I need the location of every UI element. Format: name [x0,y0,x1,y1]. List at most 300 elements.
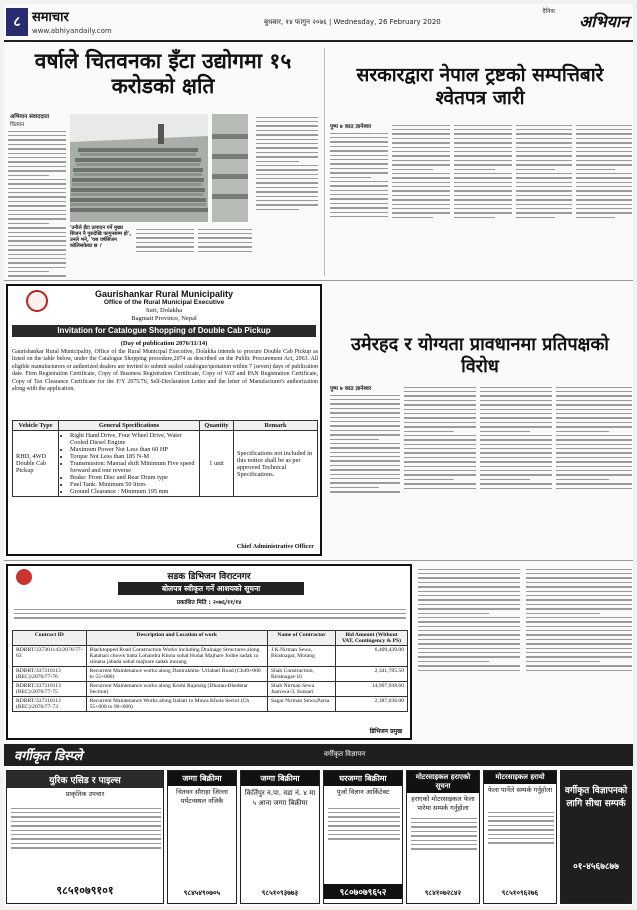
ad-body: चितवन सौराहा जिल्ला पर्यटनस्थल नजिकै [176,788,228,805]
text-line [411,831,477,832]
text-line [8,166,66,167]
text-line [404,435,476,436]
text-line [480,404,552,405]
text-line [480,422,552,423]
text-line [480,461,552,462]
ad-phone: ०१-४५६७८७७ [573,862,619,872]
text-line [480,413,552,414]
text-line [418,656,520,657]
text-line [418,577,520,578]
text-line [454,164,512,165]
text-line [404,413,476,414]
text-line [330,185,388,186]
text-line [256,143,318,144]
text-line [404,400,476,401]
text-line [526,626,632,627]
road-division-notice [6,564,412,740]
text-line [8,196,66,197]
text-line [516,182,572,183]
notice-intro [14,606,406,628]
spec-list [59,431,200,497]
text-line [8,135,66,136]
text-line [198,251,252,252]
text-line [8,179,66,180]
contract-id: RDBRT/337301143/2076/77-63 [13,646,87,667]
text-line [418,599,520,600]
text-line [8,245,66,246]
text-line [11,812,161,813]
tender-banner: Invitation for Catalogue Shopping of Double Cab Pickup [12,325,316,337]
text-line [14,617,406,618]
text-line [404,488,476,489]
text-line [198,233,252,234]
text-line [256,117,318,118]
text-line [404,444,476,445]
table-header: Name of Contractor [268,631,336,646]
text-line [136,242,194,243]
text-line [328,821,400,822]
text-line [454,129,512,130]
text-line [480,474,552,475]
text-line [418,591,520,592]
text-line [11,834,161,835]
text-line [8,201,66,202]
text-line [330,203,388,204]
text-line [576,129,632,130]
text-line [576,173,632,174]
right-story-col1 [418,566,520,740]
text-line [328,812,400,813]
text-line [454,182,512,183]
text-line [392,204,450,205]
text-line [136,251,194,252]
story3-byline: पुष्प ७ काठ ज्ञानेश्वर [330,386,372,392]
text-line [404,448,476,449]
text-line [8,240,66,241]
text-line [454,160,512,161]
text-line [330,137,388,138]
text-line [404,470,476,471]
text-line [418,634,520,635]
text-line [576,195,632,196]
brick-kiln-image [70,114,208,222]
text-line [330,177,371,178]
text-line [418,643,520,644]
text-line [556,387,632,388]
text-line [256,191,318,192]
text-line [392,164,450,165]
text-line [392,186,450,187]
text-line [330,133,388,134]
text-line [8,236,66,237]
spec-item: • Ground Clearance : Minimum 195 mm [70,488,196,495]
section-rule [4,560,633,561]
text-line [404,431,454,432]
org-address-2: Bagmati Province, Nepal [131,315,197,322]
text-line [576,212,632,213]
publication-date: (Day of publication 2076/11/14) [120,340,208,347]
story1-col4 [256,114,318,270]
brick-kiln-photo [70,114,208,222]
text-line [556,448,632,449]
table-header: Bid Amount (Without VAT, Contingency & PS) [336,631,408,646]
text-line [576,160,632,161]
text-line [556,488,632,489]
section-rule [4,280,633,281]
work-description: Recurrent Maintenance Works along Itahari to Mawa Khola Sector (Ch 55+000 to 90+000) [86,697,267,712]
text-line [526,639,632,640]
text-line [516,199,572,200]
text-line [516,147,572,148]
spec-item: • Brake: Front Disc and Rear Drum type [70,474,196,481]
text-line [11,825,161,826]
text-line [516,186,572,187]
contractor-name: Shah Nirman Sewa Jaarowa-3, Sunsari [268,682,336,697]
text-line [480,417,552,418]
text-line [576,147,632,148]
ad-phone: ९८५१०९३७७३ [261,889,299,897]
text-line [8,205,66,206]
ad-phone: ९८०७०७९६५२ [324,884,402,899]
text-line [526,586,632,587]
text-line [418,626,520,627]
text-line [488,838,554,839]
text-line [330,421,400,422]
text-line [418,569,520,570]
spec-item: • Fuel Tank: Minimum 50 litres [70,481,196,488]
classified-ad [483,770,557,904]
notice-title: सडक डिभिजन विराटनगर [167,572,251,582]
text-line [556,439,632,440]
text-line [576,133,632,134]
text-line [392,177,450,178]
text-line [454,147,512,148]
text-line [516,125,572,126]
text-line [136,233,194,234]
text-line [8,188,66,189]
text-line [8,153,66,154]
text-line [480,395,552,396]
text-line [330,447,400,448]
text-line [576,204,632,205]
text-line [330,491,400,492]
contractor-name: Sagar Nirman Sewa,Parsa [268,697,336,712]
story2-col4 [516,122,572,276]
text-line [330,207,388,208]
text-line [488,820,554,821]
ad-body: पुर्जा विज्ञान आर्किटेक्ट [336,788,390,796]
story2-col3 [454,122,512,276]
ad-text [411,815,477,875]
text-line [8,232,66,233]
newspaper-logo: अभियान [579,12,629,31]
text-line [526,661,600,662]
text-line [516,173,572,174]
ad-title: मोटरसाइकल हरायो [484,771,556,784]
text-line [526,608,632,609]
text-line [330,474,400,475]
text-line [404,404,476,405]
table-header: General Specifications [59,421,200,431]
text-line [556,426,632,427]
text-line [330,487,379,488]
story2-byline: पुष्प ७ काठ ज्ञानेश्वर [330,124,372,130]
text-line [330,181,388,182]
story3-col1 [330,392,400,556]
org-address-1: Suri, Dolakha [145,307,183,314]
text-line [256,204,318,205]
text-line [330,194,388,195]
text-line [556,452,632,453]
text-line [526,613,600,614]
text-line [256,169,318,170]
ad-title: जग्गा बिक्रीमा [168,771,236,786]
text-line [454,169,495,170]
text-line [556,461,632,462]
logo-tagline: दैनिक [542,8,555,15]
text-line [136,229,194,230]
text-line [454,195,512,196]
text-line [256,200,318,201]
text-line [556,404,632,405]
text-line [8,223,49,224]
notice-date: प्रकाशित मिति : २०७६/११/१४ [176,600,242,606]
text-line [8,254,66,255]
text-line [576,199,632,200]
text-line [556,417,632,418]
work-description: Blacktopped Road Construction Works including Drainage Structures along Katahari chowk batta Lohandra Khola sohal Hudai Majhare Jodne sadak ra simana jabada sohal majhare sadak morang [86,646,267,667]
text-line [454,133,512,134]
story2-headline: सरकारद्वारा नेपाल ट्रष्टको सम्पत्तिबारे श्वेतपत्र जारी [356,64,604,109]
text-line [480,439,552,440]
text-line [516,190,572,191]
ad-phone: ९८४५४९०७०५ [183,889,221,897]
ad-title: युरिक एसिड र पाइल्स [7,771,163,788]
story3-col4 [556,384,632,556]
text-line [556,422,632,423]
text-line [454,217,495,218]
story1-place: चितवन [10,122,25,128]
text-line [488,842,554,843]
text-line [392,217,433,218]
ad-body: किर्तिपुर न.पा. वडा नं. ४ मा ५ आना जग्गा बिक्रीमा [244,789,316,807]
quantity-cell: 1 unit [200,431,234,497]
text-line [392,125,450,126]
text-line [480,391,552,392]
notice-signature: डिभिजन प्रमुख [369,728,402,735]
text-line [392,133,450,134]
text-line [411,840,477,841]
text-line [328,808,400,809]
text-line [8,161,66,162]
ad-body: प्राकृतिक उपचार [65,790,105,798]
text-line [418,621,520,622]
text-line [330,434,400,435]
text-line [411,826,477,827]
text-line [480,400,552,401]
text-line [526,569,632,570]
story2-col2 [392,122,450,276]
text-line [330,399,400,400]
story1-col2 [136,226,194,270]
remark-cell: Specifications not included in this notice shall be as per approved Technical Specifications. [234,431,318,497]
text-line [8,262,66,263]
classified-ad [323,770,403,904]
text-line [8,258,66,259]
contract-id: RDBRT/337310113 (REC)/2076/77-75 [13,682,87,697]
org-title: Gaurishankar Rural Municipality [94,289,234,299]
text-line [330,412,400,413]
text-line [576,142,632,143]
text-line [454,199,512,200]
text-line [418,617,520,618]
text-line [404,474,476,475]
text-line [454,177,512,178]
story2-col5 [576,122,632,276]
text-line [404,439,476,440]
classified-ad [6,770,164,904]
text-line [8,148,66,149]
text-line [14,609,406,610]
bid-amount: 6,409,439.00 [336,646,408,667]
bid-amount: 2,387,636.00 [336,697,408,712]
text-line [418,595,520,596]
text-line [11,808,161,809]
text-line [256,152,318,153]
text-line [576,138,632,139]
table-header: Vehicle Type [13,421,59,431]
text-line [480,426,552,427]
text-line [556,474,632,475]
text-line [256,178,318,179]
text-line [8,175,49,176]
ad-title: घरजग्गा बिक्रीमा [324,771,402,786]
text-line [488,812,554,813]
text-line [8,275,66,276]
text-line [516,155,572,156]
text-line [516,129,572,130]
text-line [488,829,554,830]
text-line [480,387,552,388]
text-line [11,821,161,822]
text-line [392,160,450,161]
text-line [576,208,632,209]
signature-line: Chief Administrative Officer [236,543,314,550]
story3-col2 [404,384,476,556]
text-line [11,816,161,817]
text-line [556,431,609,432]
text-line [328,838,400,839]
text-line [8,170,66,171]
text-line [576,217,615,218]
ad-body: फेला पार्नेले सम्पर्क गर्नुहोला [487,786,553,794]
ad-phone: ९८४१०७२८४२ [424,889,462,897]
ad-body: हराएको मोटरसाइकल फेला पारेमा सम्पर्क गर्नुहोला [411,795,475,812]
contractor-name: J.K.Nirman Sewa, Biratnagar, Morang [268,646,336,667]
text-line [526,652,632,653]
spec-item: • Right Hand Drive, Four Wheel Drive, Water Cooled Diesel Engine [70,432,196,446]
classified-bar-title: वर्गीकृत डिस्प्ले [14,749,83,764]
text-line [576,155,632,156]
text-line [516,177,572,178]
text-line [418,652,520,653]
text-line [526,630,632,631]
text-line [392,151,450,152]
date-line: बुधबार, १४ फागुन २०७६ | Wednesday, 26 February 2020 [264,18,441,26]
ad-text [328,805,400,865]
classified-contact-ad [560,770,632,904]
work-description: Recurrent Maintenance works along Koshi Rajmarg (Dharan-Bhedetar Section) [86,682,267,697]
text-line [404,483,476,484]
text-line [330,146,388,147]
text-line [8,144,66,145]
text-line [454,173,512,174]
text-line [328,825,400,826]
text-line [576,186,632,187]
text-line [418,665,520,666]
ad-text [488,809,554,869]
text-line [330,465,400,466]
text-line [8,210,66,211]
text-line [404,391,476,392]
text-line [526,573,632,574]
bid-amount: 14,907,938.60 [336,682,408,697]
work-description: Recurrent Maintenance works along Damrakhita- Urlabari Road (Ch40+000 to 55+000) [86,667,267,682]
text-line [198,242,252,243]
text-line [256,196,318,197]
text-line [330,430,400,431]
text-line [418,613,489,614]
text-line [488,825,554,826]
text-line [556,479,609,480]
text-line [14,613,406,614]
text-line [8,183,66,184]
text-line [516,212,572,213]
text-line [516,208,572,209]
text-line [11,838,161,839]
text-line [256,165,318,166]
table-header: Description and Location of work [86,631,267,646]
table-header: Contract ID [13,631,87,646]
text-line [8,214,66,215]
text-line [418,573,520,574]
text-line [330,190,388,191]
column-rule [324,48,325,276]
text-line [480,444,552,445]
text-line [516,195,572,196]
photo-caption: 'उनीले इँटा उत्पादन गर्ने मुख्य सिजन नै पुसदेखि फागुनसम्म हो', उनले भने, 'यस वर्षसिजन कोलिसकेका छ ।' [70,225,132,249]
text-line [454,186,512,187]
text-line [8,131,66,132]
table-header: Quantity [200,421,234,431]
text-line [556,466,632,467]
text-line [576,177,632,178]
text-line [488,816,554,817]
text-line [392,208,450,209]
ad-phone: ९८५१०७९१०१ [56,884,114,897]
text-line [256,182,318,183]
text-line [556,400,632,401]
text-line [8,271,49,272]
text-line [454,212,512,213]
ad-title: जग्गा बिक्रीमा [241,771,319,786]
text-line [480,470,552,471]
text-line [256,121,318,122]
text-line [516,204,572,205]
text-line [392,199,450,200]
org-subtitle: Office of the Rural Municipal Executive [103,299,225,306]
text-line [330,212,388,213]
